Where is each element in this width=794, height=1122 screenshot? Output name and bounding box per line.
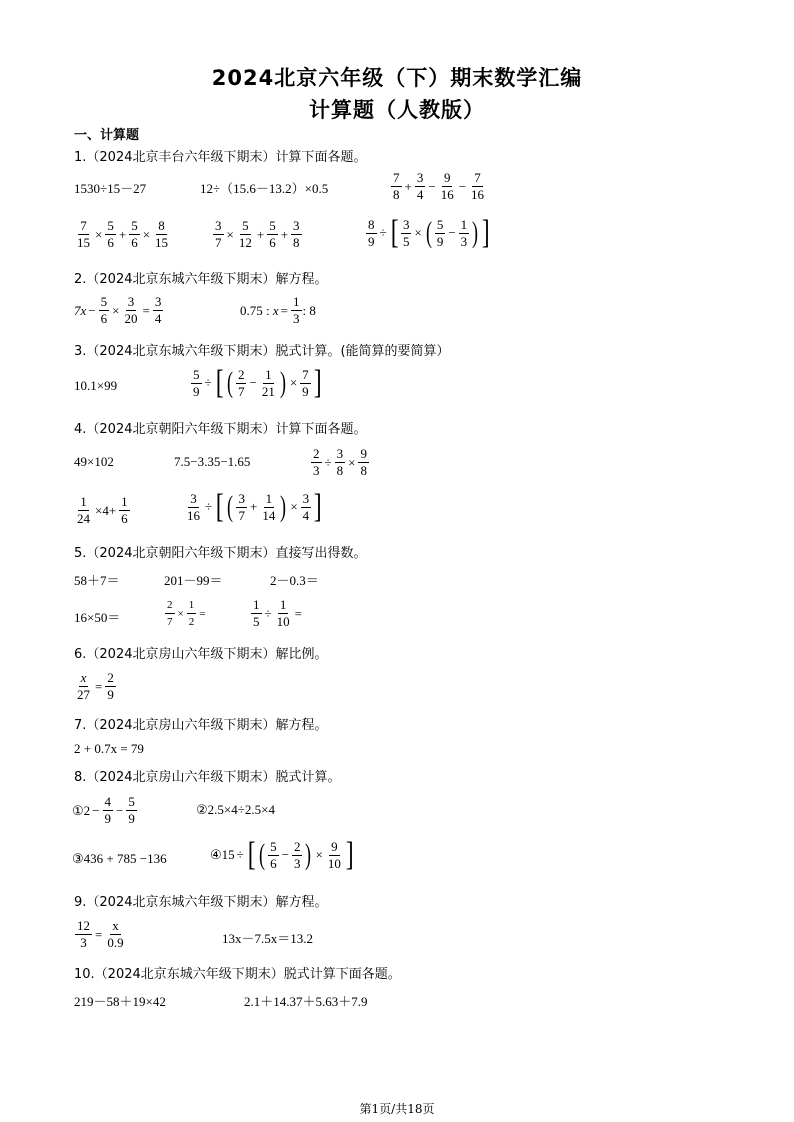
q8-expr-1: ①2 − $\frac{4}{9}$ − $\frac{5}{9}$ bbox=[72, 794, 135, 826]
question-8: 8.（2024北京房山六年级下期末）脱式计算。 bbox=[74, 770, 341, 785]
q2-equation-1: 7x − $\frac{5}{6}$ × $\frac{3}{20}$ = $\frac{3}{4}$ bbox=[74, 294, 162, 326]
q1-expr-2: 12÷（15.6－13.2）×0.5 bbox=[200, 181, 329, 196]
question-3: 3.（2024北京东城六年级下期末）脱式计算。(能简算的要简算） bbox=[74, 344, 450, 359]
q9-equation-1: $\frac{12}{3}$ = $\frac{x}{0.9}$ bbox=[77, 918, 124, 950]
page-title: 2024北京六年级（下）期末数学汇编 bbox=[211, 66, 583, 90]
q4-expr-2: 7.5−3.35−1.65 bbox=[174, 454, 251, 469]
question-7: 7.（2024北京房山六年级下期末）解方程。 bbox=[74, 718, 328, 733]
q1-expr-4: $\frac{7}{15}$ × $\frac{5}{6}$ + $\frac{5}{6}$ × $\frac{8}{15}$ bbox=[77, 218, 169, 250]
q5-expr-3: 2－0.3＝ bbox=[270, 573, 319, 588]
q1-expr-5: $\frac{3}{7}$ × $\frac{5}{12}$ + $\frac{5}{6}$ + $\frac{3}{8}$ bbox=[215, 218, 300, 250]
q10-expr-2: 2.1＋14.37＋5.63＋7.9 bbox=[244, 994, 368, 1009]
question-1: 1.（2024北京丰台六年级下期末）计算下面各题。 bbox=[74, 150, 367, 165]
q3-expr-2: $\frac{5}{9}$ ÷ [ ( $\frac{2}{7}$ − $\frac{1}{21}$ ) × $\frac{7}{9}$ ] bbox=[193, 364, 322, 401]
q1-expr-3: $\frac{7}{8}$ + $\frac{3}{4}$ − $\frac{9}{16}$ − $\frac{7}{16}$ bbox=[393, 170, 485, 202]
question-4: 4.（2024北京朝阳六年级下期末）计算下面各题。 bbox=[74, 422, 367, 437]
question-2: 2.（2024北京东城六年级下期末）解方程。 bbox=[74, 272, 328, 287]
q4-expr-3: $\frac{2}{3}$ ÷ $\frac{3}{8}$ × $\frac{9}{8}$ bbox=[313, 446, 367, 478]
page-subtitle: 计算题（人教版） bbox=[309, 98, 485, 122]
q4-expr-1: 49×102 bbox=[74, 454, 114, 469]
question-10: 10.（2024北京东城六年级下期末）脱式计算下面各题。 bbox=[74, 967, 401, 982]
q7-equation: 2 + 0.7x = 79 bbox=[74, 741, 144, 756]
q5-expr-4: 16×50＝ bbox=[74, 610, 121, 625]
section-heading: 一、计算题 bbox=[74, 128, 140, 143]
q3-expr-1: 10.1×99 bbox=[74, 378, 118, 393]
q8-expr-3: ③436 + 785 −136 bbox=[72, 851, 167, 866]
question-9: 9.（2024北京东城六年级下期末）解方程。 bbox=[74, 895, 328, 910]
q2-equation-2: 0.75 : x = $\frac{1}{3}$ : 8 bbox=[240, 294, 316, 326]
q5-expr-6: $\frac{1}{5}$ ÷ $\frac{1}{10}$ = bbox=[253, 597, 302, 629]
question-6: 6.（2024北京房山六年级下期末）解比例。 bbox=[74, 647, 328, 662]
question-5: 5.（2024北京朝阳六年级下期末）直接写出得数。 bbox=[74, 546, 367, 561]
q10-expr-1: 219－58＋19×42 bbox=[74, 994, 166, 1009]
q5-expr-2: 201－99＝ bbox=[164, 573, 223, 588]
q8-expr-2: ②2.5×4÷2.5×4 bbox=[196, 802, 275, 817]
q6-proportion: $\frac{x}{27}$ = $\frac{2}{9}$ bbox=[77, 670, 114, 702]
q9-equation-2: 13x－7.5x＝13.2 bbox=[222, 931, 314, 946]
q5-expr-1: 58＋7＝ bbox=[74, 573, 120, 588]
q5-expr-5: $\frac{2}{7}$ × $\frac{1}{2}$ = bbox=[167, 599, 206, 628]
q1-expr-6: $\frac{8}{9}$ ÷ [ $\frac{3}{5}$ × ( $\frac{5}{9}$ − $\frac{1}{3}$ ) ] bbox=[368, 214, 490, 251]
q8-expr-4: ④15 ÷ [ ( $\frac{5}{6}$ − $\frac{2}{3}$ ) × $\frac{9}{10}$ ] bbox=[210, 836, 354, 873]
q1-expr-1: 1530÷15－27 bbox=[74, 181, 147, 196]
page-footer: 第1页/共18页 bbox=[359, 1102, 435, 1116]
q4-expr-4: $\frac{1}{24}$ ×4+ $\frac{1}{6}$ bbox=[77, 494, 128, 526]
q4-expr-5: $\frac{3}{16}$ ÷ [ ( $\frac{3}{7}$ + $\frac{1}{14}$ ) × $\frac{3}{4}$ ] bbox=[187, 488, 322, 525]
